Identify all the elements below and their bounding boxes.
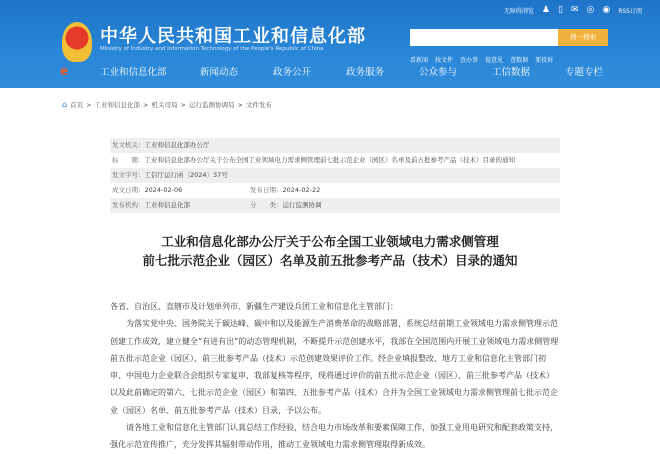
main-nav xyxy=(0,60,660,82)
breadcrumb-item[interactable]: 首页 xyxy=(70,101,84,109)
nav-item[interactable]: 工信数据 xyxy=(492,67,531,78)
site-name[interactable]: 中华人民共和国工业和信息化部 xyxy=(100,26,366,47)
body-line: 各省、自治区、直辖市及计划单列市、新疆生产建设兵团工业和信息化主管部门： xyxy=(110,302,398,311)
home-icon: ⌂ xyxy=(62,100,68,109)
body-line: 业（园区）名单、前五批参考产品（技术）目录，予以公布。 xyxy=(110,405,326,415)
quick-link[interactable]: 看新闻 xyxy=(410,57,429,64)
body-line: 创建工作成效，建立健全“有进有出”的动态管理机制，不断提升示范创建水平，我部在全国范围内开展工业领域电力需求侧管理 xyxy=(110,336,559,346)
robot-icon[interactable]: ♟ xyxy=(541,5,550,15)
site-header xyxy=(0,0,660,88)
breadcrumb-item[interactable]: 机关司局 xyxy=(151,101,178,109)
quick-link[interactable]: 要投诉 xyxy=(535,57,554,64)
e-gov-icon: e xyxy=(60,64,69,78)
wechat-icon[interactable]: ◎ xyxy=(586,5,595,15)
weibo-icon[interactable]: ◉ xyxy=(602,5,611,15)
national-emblem-logo xyxy=(62,22,92,62)
meta-row-title: 标 题：工业和信息化部办公厅关于公布全国工业领域电力需求侧管理前七批示范企业（园区）名单及前五批参考产品（技术）目录的通知 xyxy=(112,156,515,164)
article-body xyxy=(110,298,570,454)
meta-row-docno: 发文字号：工信厅运行函〔2024〕37号 xyxy=(110,168,560,183)
nav-item[interactable]: 政务服务 xyxy=(346,67,385,78)
breadcrumb: ⌂ 首页 > 工业和信息化部 > 机关司局 > 运行监测协调局 > 文件发布 xyxy=(62,100,272,109)
mobile-icon[interactable]: ▯ xyxy=(557,5,563,15)
quick-link[interactable]: 查数据 xyxy=(510,57,529,64)
body-line: 前五批示范企业（园区）、前三批参考产品（技术）示范创建效果评价工作。经企业填报整改、地方工业和信息化主管部门初 xyxy=(110,353,546,363)
accessibility-link[interactable]: 无障碍浏览 xyxy=(503,7,534,15)
document-meta xyxy=(110,138,560,213)
nav-item[interactable]: 新闻动态 xyxy=(200,67,239,78)
quick-link[interactable]: 查办事 xyxy=(460,57,479,64)
quick-link[interactable]: 提意见 xyxy=(485,57,504,64)
rss-link[interactable]: RSS订阅 xyxy=(618,7,642,15)
search-button[interactable]: 搜一搜索 xyxy=(558,29,608,46)
meta-row-issuer: 发文机关：工业和信息化部办公厅 xyxy=(110,138,560,153)
nav-item[interactable]: 专题专栏 xyxy=(565,67,604,78)
meta-row-dates: 成文日期：2024-02-06 发布日期：2024-02-22 xyxy=(112,186,321,194)
nav-item[interactable]: 政务公开 xyxy=(273,67,312,78)
nav-item[interactable]: 公众参与 xyxy=(419,67,458,78)
breadcrumb-item[interactable]: 文件发布 xyxy=(245,101,272,109)
quick-link[interactable]: 找文件 xyxy=(435,57,454,64)
body-line: 请各地工业和信息化主管部门认真总结工作经验，结合电力市场改革和要素保障工作，加强工业用电研究和配套政策支持， xyxy=(110,423,558,433)
breadcrumb-item[interactable]: 运行监测协调局 xyxy=(188,101,235,109)
article-title-line: 工业和信息化部办公厅关于公布全国工业领域电力需求侧管理 xyxy=(161,234,499,249)
site-name-en: Ministry of Industry and Information Technology of the People's Republic of China xyxy=(100,46,324,52)
top-links xyxy=(504,5,642,15)
body-line: 以及此前确定的第六、七批示范企业（园区）和第四、五批参考产品（技术）合并为全国工业领域电力需求侧管理前七批示范企 xyxy=(110,388,558,398)
breadcrumb-item[interactable]: 工业和信息化部 xyxy=(94,101,141,109)
body-line: 审、中国电力企业联合会组织专家复审，我部复核等程序，现将通过评价的前五批示范企业（园区）、前三批参考产品（技术） xyxy=(110,371,554,381)
body-line: 为落实党中央、国务院关于碳达峰、碳中和以及能源生产消费革命的战略部署，系统总结前期工业领域电力需求侧管理示范 xyxy=(110,319,558,329)
meta-row-org: 发布机构：工业和信息化部 分 类：运行监测协调 xyxy=(110,198,560,213)
article-title-line: 前七批示范企业（园区）名单及前五批参考产品（技术）目录的通知 xyxy=(142,253,518,268)
nav-item[interactable]: 工业和信息化部 xyxy=(100,67,167,78)
mail-icon[interactable]: ✉ xyxy=(570,5,579,15)
body-line: 强化示范宣传推广，充分发挥其辐射带动作用，推动工业领域电力需求侧管理取得新成效。 xyxy=(110,440,430,450)
